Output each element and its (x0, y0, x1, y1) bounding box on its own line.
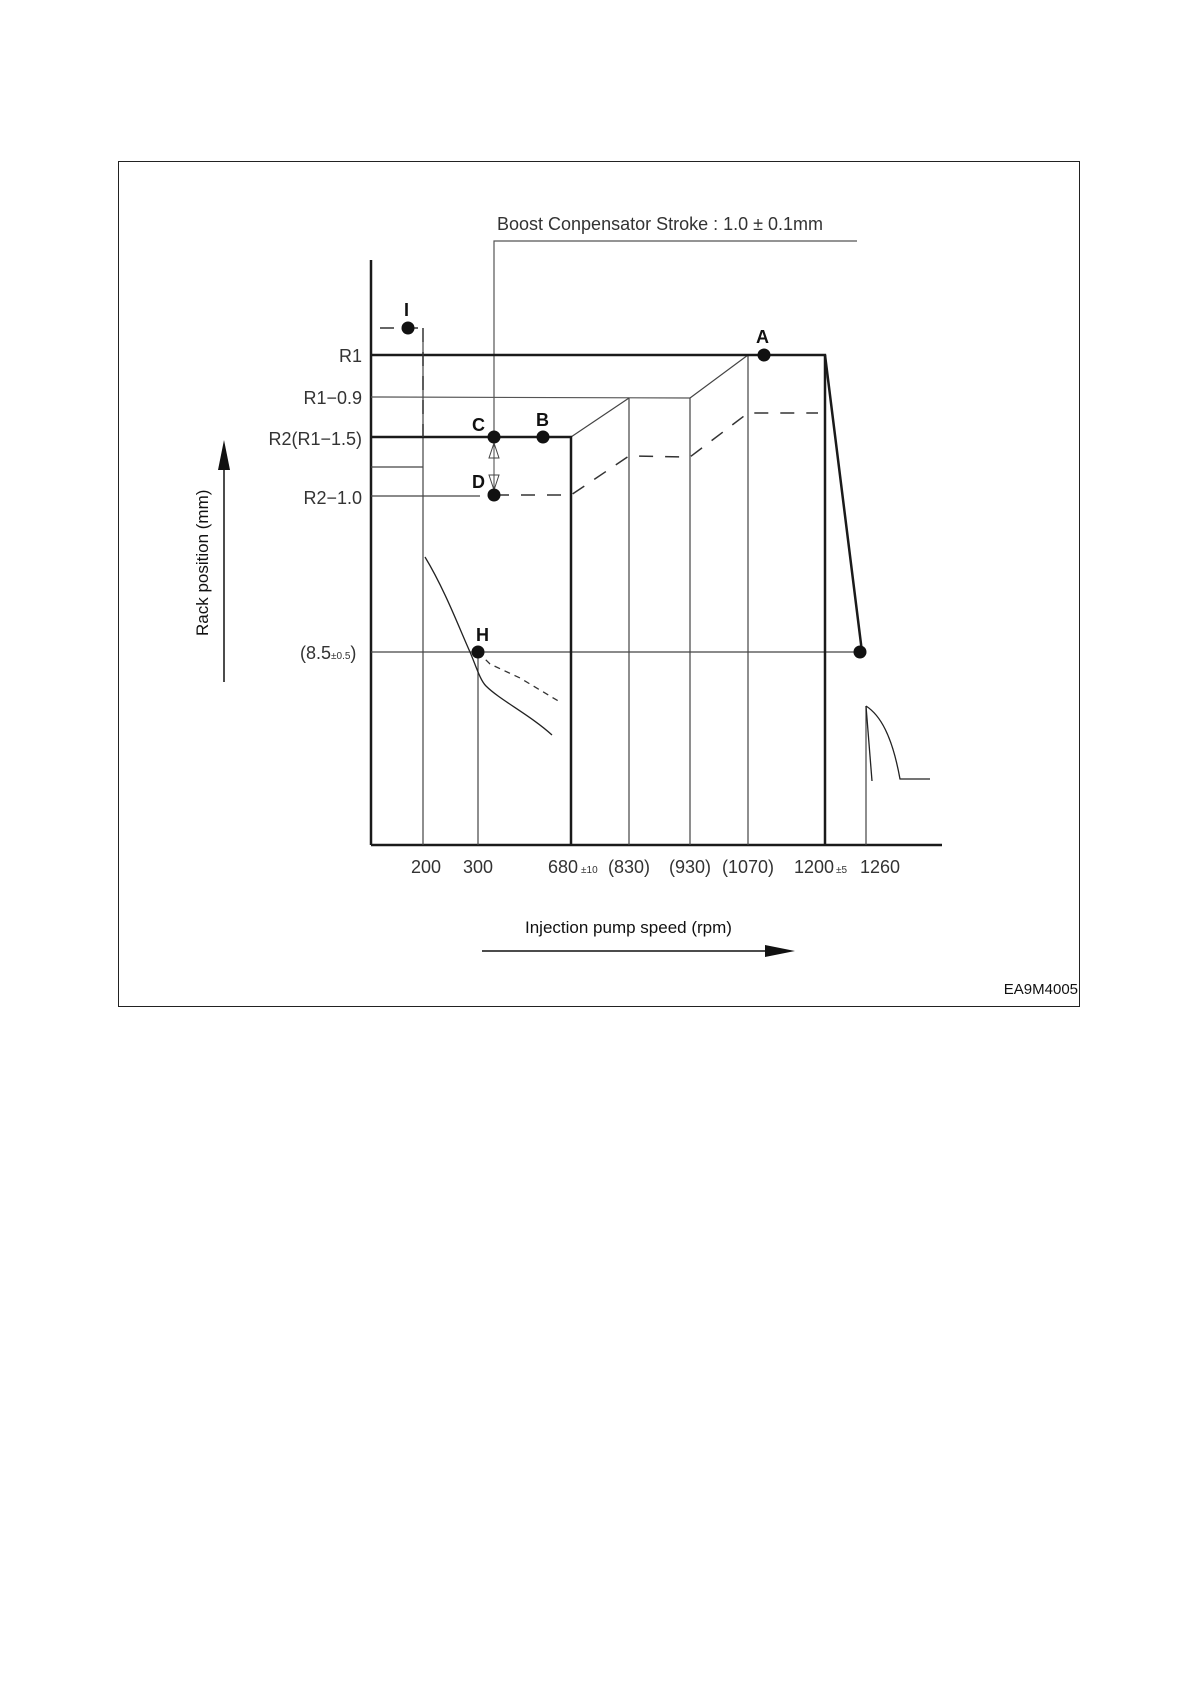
h-value-close: ) (350, 643, 357, 663)
x-680-main: 680 (548, 857, 579, 877)
high-idle-curve (866, 706, 930, 779)
y-label-r1: R1 (338, 346, 362, 366)
x-label-200: 200 (410, 857, 442, 877)
y-label-r2: R2(R1−1.5) (268, 429, 362, 449)
label-point-b: B (536, 410, 549, 430)
x-label-1200 (794, 857, 848, 877)
r1-minus-line (371, 397, 690, 398)
idle-dashed-curve (478, 652, 560, 702)
full-load-curve (371, 355, 862, 652)
x-axis-title: Injection pump speed (rpm) (525, 918, 732, 937)
x-1200-tolerance: ±5 (836, 865, 848, 876)
y-label-r2-minus: R2−1.0 (303, 488, 362, 508)
point-c (488, 431, 501, 444)
label-point-i: I (404, 300, 410, 320)
label-point-h: H (476, 625, 489, 645)
x-680-tolerance: ±10 (581, 865, 598, 876)
x-label-1260: 1260 (859, 857, 901, 877)
slant-680-830 (571, 398, 629, 437)
label-point-c: C (472, 415, 485, 435)
label-point-d: D (472, 472, 485, 492)
point-i (402, 322, 415, 335)
x-label-930: (930) (668, 857, 712, 877)
h-value-main: (8.5 (300, 643, 332, 663)
idle-curve (425, 557, 552, 735)
y-axis-title: Rack position (mm) (193, 489, 212, 636)
label-point-a: A (756, 327, 769, 347)
point-d (488, 489, 501, 502)
high-idle-drop (866, 706, 872, 781)
point-cutoff (854, 646, 867, 659)
point-b (537, 431, 550, 444)
y-axis-arrow-head (218, 440, 230, 470)
x-label-680 (548, 857, 598, 877)
point-a (758, 349, 771, 362)
slant-930-1070 (690, 355, 748, 398)
point-h (472, 646, 485, 659)
y-label-h-value (300, 643, 356, 663)
r2-curve (371, 437, 571, 845)
figure-code: EA9M4005 (1003, 981, 1078, 998)
x-label-1070: (1070) (721, 857, 775, 877)
x-label-830: (830) (607, 857, 651, 877)
x-axis-arrow-head (765, 945, 795, 957)
y-label-r1-minus: R1−0.9 (303, 388, 362, 408)
boost-compensator-annotation: Boost Conpensator Stroke : 1.0 ± 0.1mm (497, 214, 824, 234)
x-label-300: 300 (462, 857, 494, 877)
annotation-leader (494, 241, 857, 437)
x-1200-main: 1200 (794, 857, 835, 877)
h-value-tolerance: ±0.5 (331, 651, 351, 662)
